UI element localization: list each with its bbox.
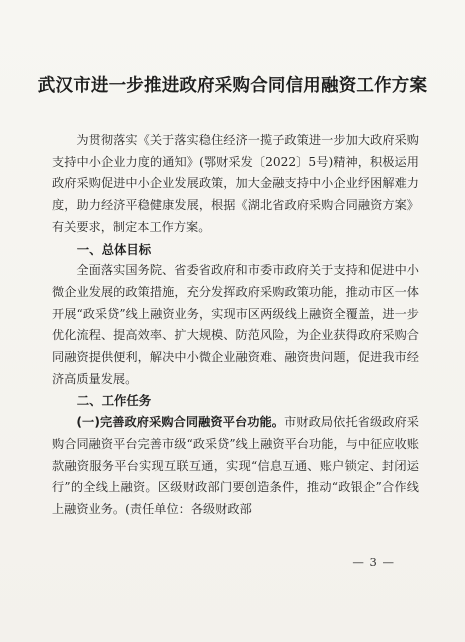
document-body <box>52 130 419 521</box>
intro-paragraph: 为贯彻落实《关于落实稳住经济一揽子政策进一步加大政府采购支持中小企业力度的通知》(鄂财采发〔2022〕5号)精神，积极运用政府采购促进中小企业发展政策，加大金融支持中小企业纾困解难力度，助力经济平稳健康发展，根据《湖北省政府采购合同融资方案》有关要求，制定本工作方案。 <box>52 133 419 234</box>
goals-paragraph: 全面落实国务院、省委省政府和市委市政府关于支持和促进中小微企业发展的政策措施，充分发挥政府采购政策功能，推动市区一体开展“政采贷”线上融资业务，实现市区两级线上融资全覆盖，进一步优化流程、提高效率、扩大规模、防范风险，为企业获得政府采购合同融资提供便利，解决中小微企业融资难、融资贵问题，促进我市经济高质量发展。 <box>52 263 419 386</box>
task-1-body: 市财政局依托省级政府采购合同融资平台完善市级“政采贷”线上融资平台功能，与中征应收账款融资服务平台实现互联互通，实现“信息互通、账户锁定、封闭运行”的全线上融资。区级财政部门要创造条件，推动“政银企”合作线上融资业务。(责任单位：各级财政部 <box>52 415 419 516</box>
section-heading-tasks: 二、工作任务 <box>76 393 152 409</box>
document-title: 武汉市进一步推进政府采购合同信用融资工作方案 <box>37 76 428 96</box>
task-1-lead: (一)完善政府采购合同融资平台功能。 <box>76 415 285 430</box>
task-paragraph-1 <box>52 412 419 521</box>
page-number: — 3 — <box>352 555 395 569</box>
section-heading-goals: 一、总体目标 <box>76 241 152 257</box>
